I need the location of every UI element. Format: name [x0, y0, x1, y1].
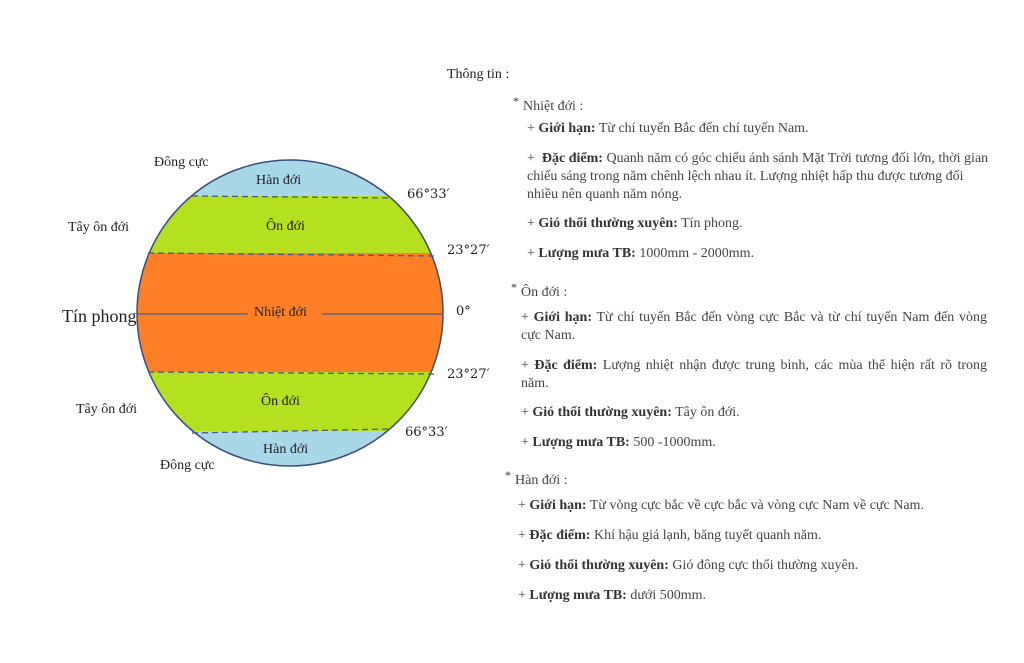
temperate-heading: * Ôn đới : [511, 280, 568, 300]
tropical-rain: + Lượng mưa TB: 1000mm - 2000mm. [527, 246, 755, 261]
temperate-wind: + Gió thổi thường xuyên: Tây ôn đới. [521, 405, 740, 420]
polar-limit: + Giới hạn: Từ vòng cực bắc về cực bắc và vòng cực Nam về cực Nam. [518, 498, 924, 513]
polar-wind: + Gió thổi thường xuyên: Gió đông cực thổi thường xuyên. [518, 558, 859, 573]
temperate-rain: + Lượng mưa TB: 500 -1000mm. [521, 435, 716, 450]
wind-label-westerly-bottom: Tây ôn đới [76, 402, 138, 417]
latitude-label-66-bottom: 66°33′ [405, 425, 448, 440]
tropical-limit: + Giới hạn: Từ chí tuyến Bắc đến chí tuyến Nam. [527, 121, 809, 136]
temperate-limit: + Giới hạn: Từ chí tuyến Bắc đến vòng cực Bắc và từ chí tuyến Nam đến vòng cực Nam. [521, 310, 988, 343]
zone-label-tropical: Nhiệt đới [254, 305, 307, 320]
wind-label-polar-easterly-bottom: Đông cực [160, 458, 215, 473]
tropical-feature: + Đặc điểm: Quanh năm có góc chiếu ánh sánh Mặt Trời tương đối lớn, thời gian chiếu sáng trong năm chênh lệch nhau ít. Lượng nhiệt hấp thu được tương đối nhiều nên quanh năm nóng. [527, 151, 989, 202]
wind-label-trade: Tín phong [62, 306, 137, 326]
polar-feature: + Đặc điểm: Khí hậu giá lạnh, băng tuyết quanh năm. [518, 528, 822, 543]
zone-label-temperate-top: Ôn đới [266, 219, 305, 234]
info-title: Thông tin : [447, 67, 510, 82]
latitude-label-23-bottom: 23°27′ [447, 367, 490, 382]
wind-label-westerly-top: Tây ôn đới [68, 220, 130, 235]
tropical-wind: + Gió thổi thường xuyên: Tín phong. [527, 216, 743, 231]
latitude-label-23-top: 23°27′ [447, 243, 490, 258]
polar-rain: + Lượng mưa TB: dưới 500mm. [518, 588, 707, 603]
latitude-label-equator: 0° [456, 304, 471, 319]
wind-label-polar-easterly-top: Đông cực [154, 155, 209, 170]
zone-label-temperate-bottom: Ôn đới [261, 394, 300, 409]
zone-label-polar-top: Hàn đới [256, 173, 302, 188]
latitude-label-66-top: 66°33′ [407, 187, 450, 202]
temperate-feature: + Đặc điểm: Lượng nhiệt nhận được trung bình, các mùa thể hiện rất rõ trong năm. [521, 358, 988, 391]
polar-heading: * Hàn đới : [505, 468, 568, 488]
tropical-heading: * Nhiệt đới : [513, 94, 584, 114]
zone-label-polar-bottom: Hàn đới [263, 442, 309, 457]
